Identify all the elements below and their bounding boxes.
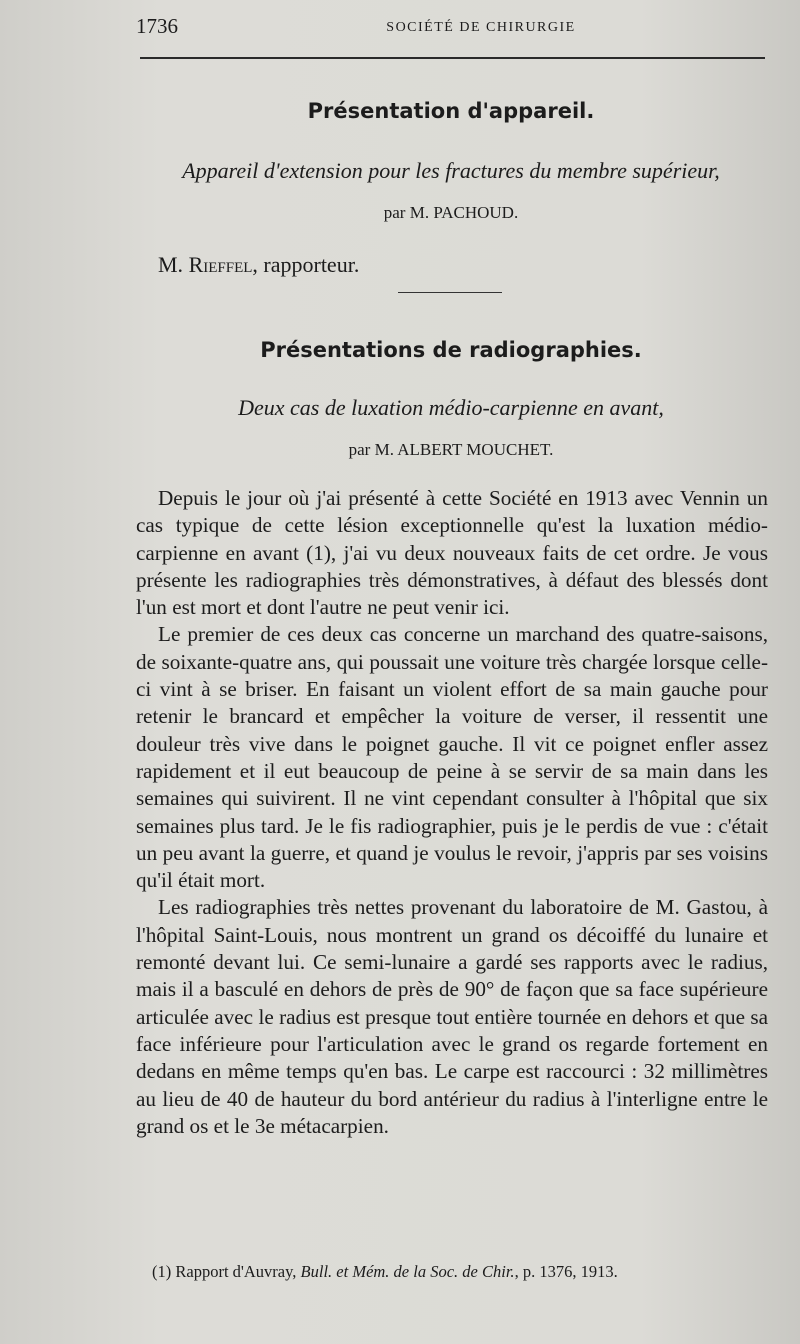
footnote-pages: , p. 1376, 1913.	[514, 1262, 618, 1281]
paragraph-3: Les radiographies très nettes provenant du laboratoire de M. Gastou, à l'hôpital Saint-Louis, nous montrent un grand os décoiffé du lunaire et remonté devant lui. Ce semi-lunaire a gardé ses rapports avec le radius, mais il a basculé en dehors de près de 90° de façon que sa face supérieure articulée avec le radius est presque tout entière tournée en dehors et que sa face inférieure pour l'articulation avec le grand os regarde fortement en dedans en même temps qu'en bas. Le carpe est raccourci : 32 millimètres au lieu de 40 de hauteur du bord antérieur du radius à l'interligne entre le grand os et le 3e métacarpien.	[136, 895, 768, 1138]
rapporteur-name: Rieffel	[188, 252, 253, 277]
rapporteur-line	[158, 252, 359, 278]
author-pachoud: par M. PACHOUD.	[383, 203, 519, 222]
running-head	[136, 14, 766, 44]
rapporteur-prefix: M.	[158, 252, 189, 277]
footnote-marker: (1) Rapport d'Auvray,	[152, 1262, 301, 1281]
article-subtitle-appareil: Appareil d'extension pour les fractures du membre supérieur,	[182, 158, 720, 183]
footnote	[152, 1262, 752, 1282]
rapporteur-suffix: , rapporteur.	[252, 252, 360, 277]
section-heading-radiographies: Présentations de radiographies.	[260, 338, 642, 362]
footnote-source: Bull. et Mém. de la Soc. de Chir.	[300, 1262, 515, 1281]
author-mouchet: par M. ALBERT MOUCHET.	[348, 440, 554, 459]
section-heading-appareil: Présentation d'appareil.	[307, 99, 595, 123]
journal-title: SOCIÉTÉ DE CHIRURGIE	[386, 20, 576, 35]
article-subtitle-luxation: Deux cas de luxation médio-carpienne en avant,	[238, 395, 664, 420]
body-text	[136, 485, 768, 1140]
header-rule	[140, 57, 765, 59]
page-number: 1736	[136, 14, 178, 38]
paragraph-2: Le premier de ces deux cas concerne un marchand des quatre-saisons, de soixante-quatre ans, qui poussait une voiture très chargée lorsque celle-ci vint à se briser. En faisant un violent effort de sa main gauche pour retenir le brancard et empêcher la voiture de verser, il ressentit une douleur très vive dans le poignet gauche. Il vit ce poignet enfler assez rapidement et il eut beaucoup de peine à se servir de sa main dans les semaines qui suivirent. Il ne vint cependant consulter à l'hôpital que six semaines plus tard. Je le fis radiographier, puis je le perdis de vue : c'était un peu avant la guerre, et quand je voulus le revoir, j'appris par ses voisins qu'il était mort.	[136, 622, 768, 893]
paragraph-1: Depuis le jour où j'ai présenté à cette Société en 1913 avec Vennin un cas typique de cette lésion exceptionnelle qu'est la luxation médio-carpienne en avant (1), j'ai vu deux nouveaux faits de cet ordre. Je vous présente les radiographies très démonstratives, à défaut des blessés dont l'un est mort et dont l'autre ne peut venir ici.	[136, 486, 768, 620]
section-divider	[398, 292, 502, 293]
